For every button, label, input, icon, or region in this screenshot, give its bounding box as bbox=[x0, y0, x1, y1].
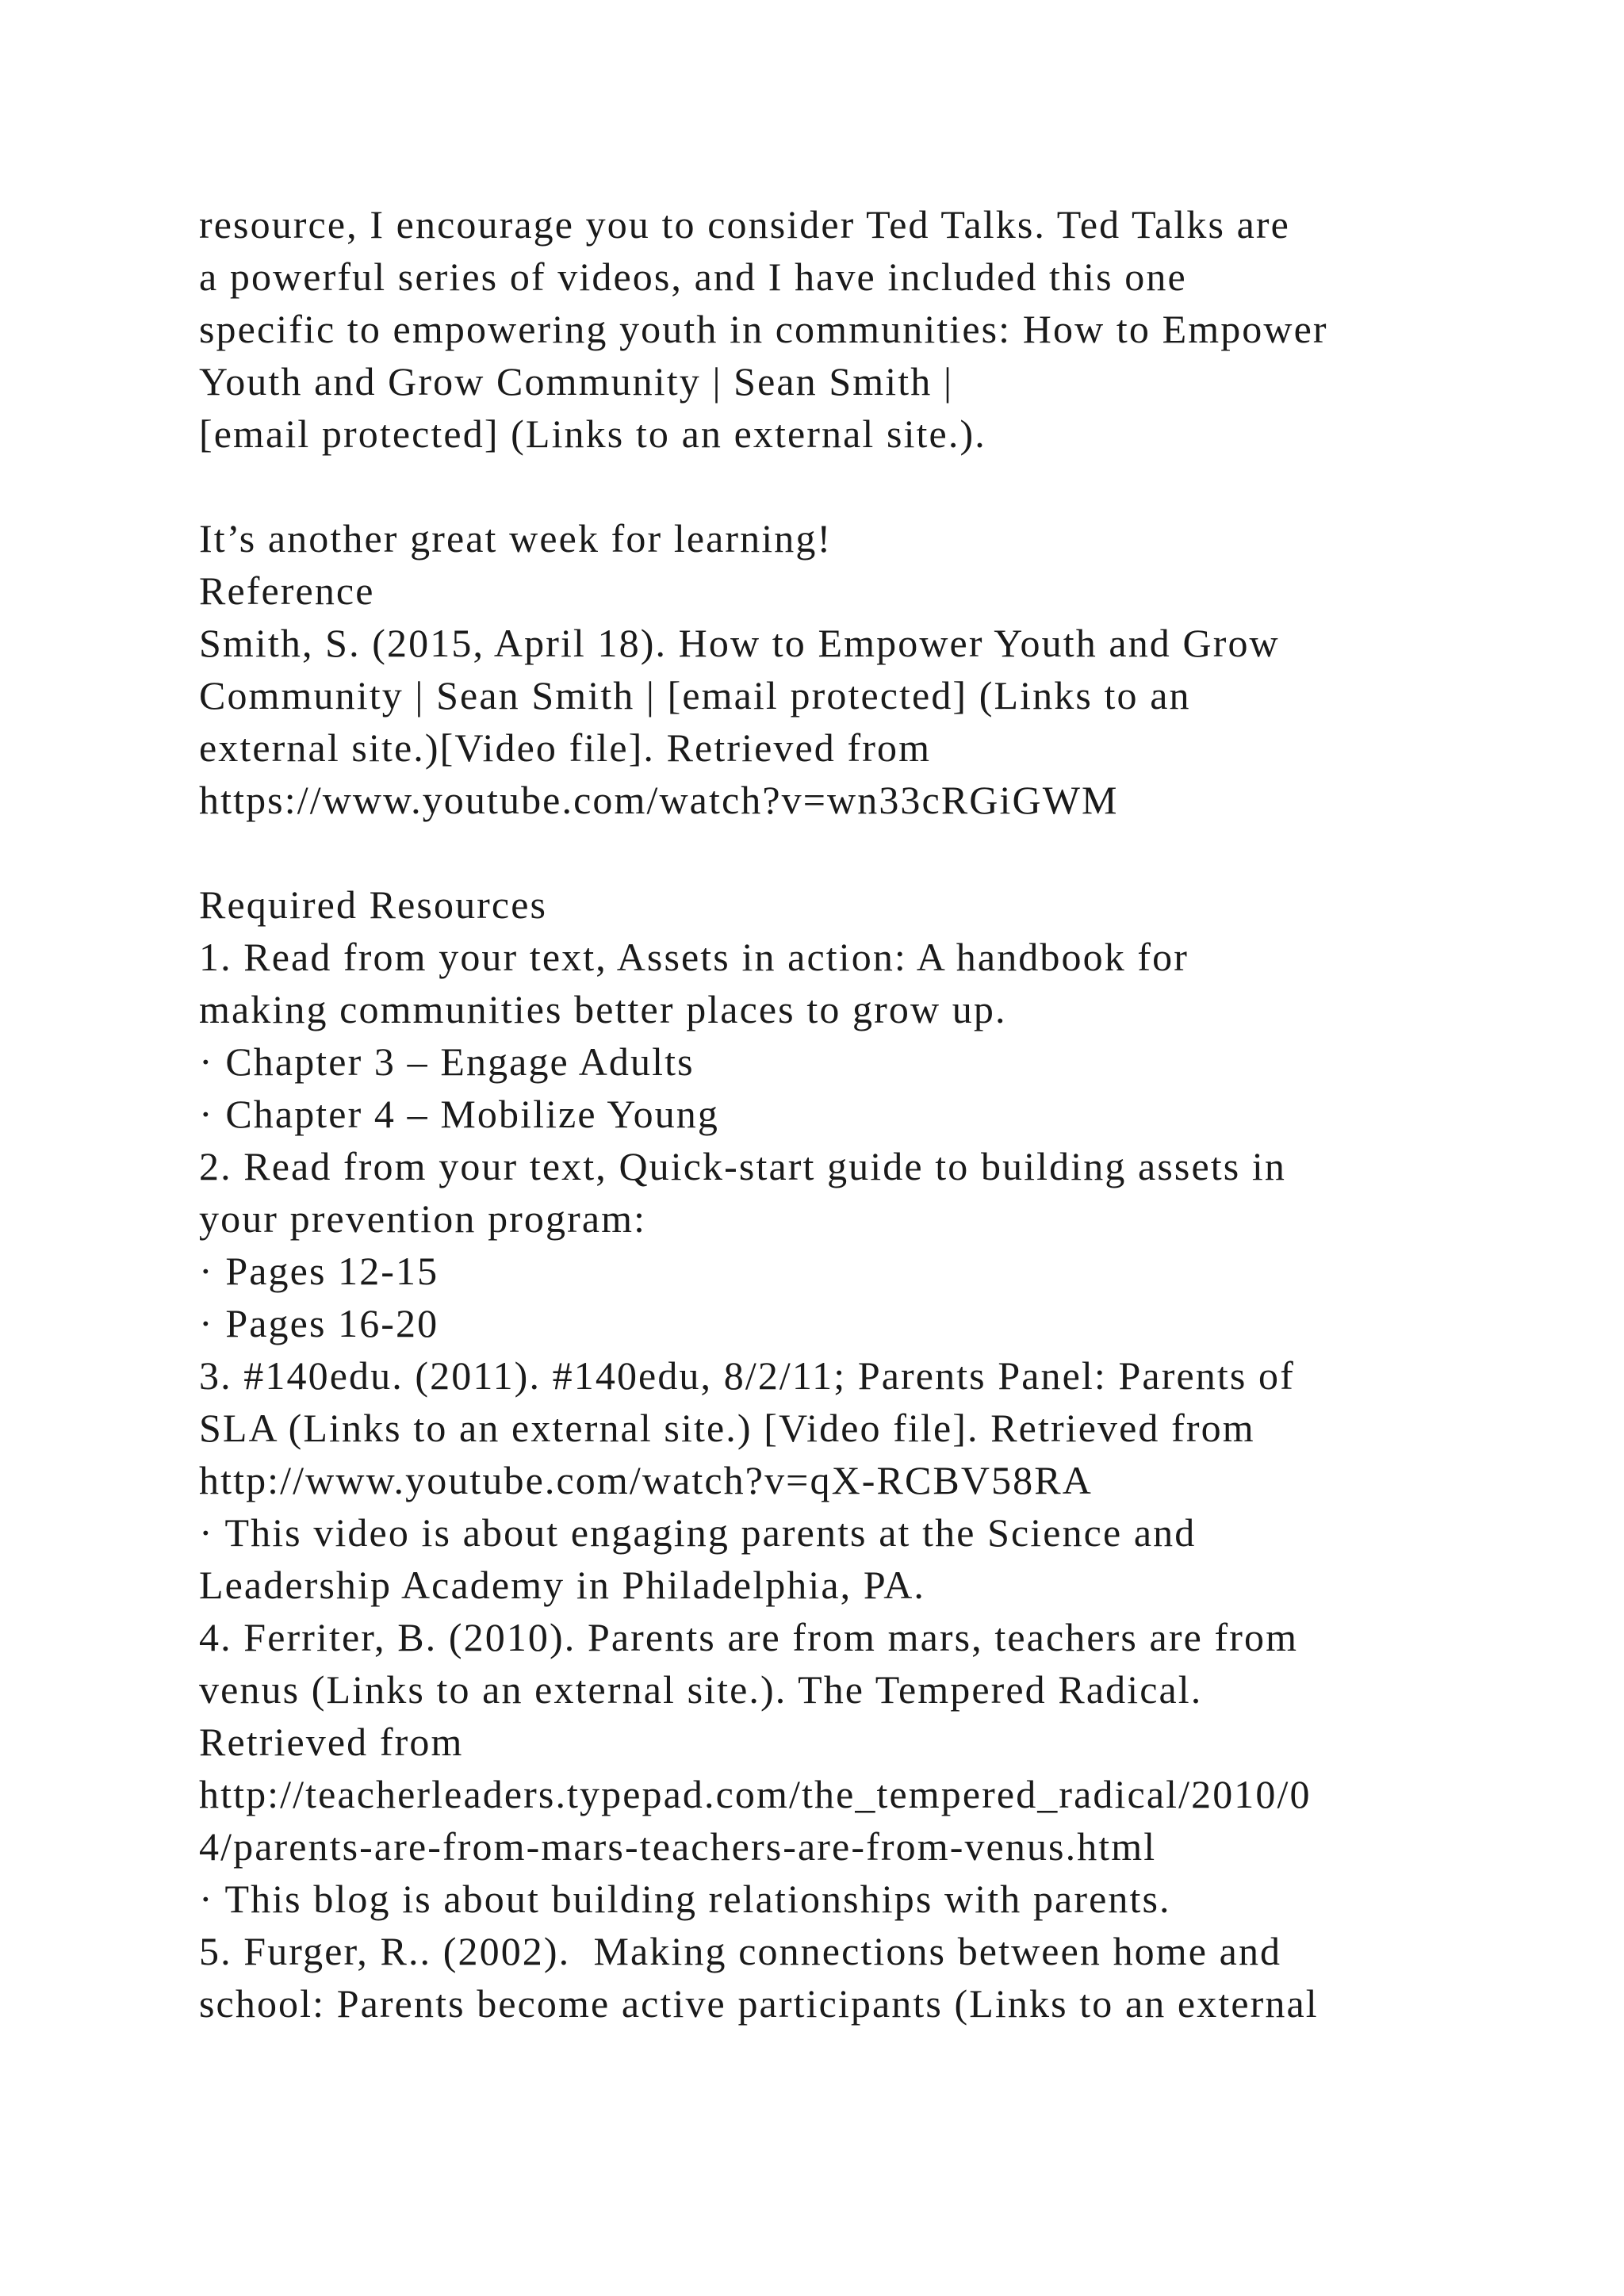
intro-line: resource, I encourage you to consider Ted Talks. Ted Talks are bbox=[199, 202, 1290, 247]
blank-line bbox=[199, 826, 1436, 878]
resource-line: venus (Links to an external site.). The Tempered Radical. bbox=[199, 1667, 1203, 1712]
reference-line: Smith, S. (2015, April 18). How to Empower Youth and Grow bbox=[199, 621, 1280, 665]
resource-bullet: · Chapter 3 – Engage Adults bbox=[199, 1039, 695, 1084]
intro-line: a powerful series of videos, and I have included this one bbox=[199, 254, 1187, 299]
reference-heading: Reference bbox=[199, 568, 375, 613]
resource-line: SLA (Links to an external site.) [Video file]. Retrieved from bbox=[199, 1406, 1255, 1450]
document-body bbox=[199, 198, 1436, 2030]
resource-line: 4. Ferriter, B. (2010). Parents are from mars, teachers are from bbox=[199, 1615, 1299, 1659]
resource-line: making communities better places to grow up. bbox=[199, 987, 1007, 1031]
resource-line: your prevention program: bbox=[199, 1196, 647, 1241]
resource-line: 5. Furger, R.. (2002). Making connections between home and bbox=[199, 1929, 1282, 1973]
required-resources-heading: Required Resources bbox=[199, 882, 548, 927]
resource-bullet: · This video is about engaging parents at the Science and bbox=[199, 1510, 1197, 1555]
resource-url: 4/parents-are-from-mars-teachers-are-from-venus.html bbox=[199, 1824, 1157, 1869]
reference-line: Community | Sean Smith | [email protected] (Links to an bbox=[199, 673, 1191, 718]
resource-bullet: · Chapter 4 – Mobilize Young bbox=[199, 1092, 719, 1136]
resource-line: 2. Read from your text, Quick-start guide to building assets in bbox=[199, 1144, 1286, 1188]
intro-line: Youth and Grow Community | Sean Smith | bbox=[199, 359, 954, 404]
resource-bullet: · This blog is about building relationships with parents. bbox=[199, 1877, 1171, 1921]
resource-url: http://teacherleaders.typepad.com/the_tempered_radical/2010/0 bbox=[199, 1772, 1312, 1816]
intro-paragraph bbox=[199, 198, 1436, 460]
blank-line bbox=[199, 460, 1436, 512]
resource-line: Retrieved from bbox=[199, 1720, 464, 1764]
required-resources-list bbox=[199, 931, 1436, 2030]
resource-line: 3. #140edu. (2011). #140edu, 8/2/11; Parents Panel: Parents of bbox=[199, 1353, 1295, 1398]
reference-url: https://www.youtube.com/watch?v=wn33cRGiGWM bbox=[199, 778, 1119, 822]
closing-line: It’s another great week for learning! bbox=[199, 516, 833, 561]
intro-line: specific to empowering youth in communities: How to Empower bbox=[199, 307, 1328, 351]
resource-bullet: · Pages 16-20 bbox=[199, 1301, 439, 1345]
resource-line: 1. Read from your text, Assets in action: A handbook for bbox=[199, 935, 1189, 979]
resource-line: school: Parents become active participants (Links to an external bbox=[199, 1981, 1319, 2026]
reference-line: external site.)[Video file]. Retrieved from bbox=[199, 725, 932, 770]
intro-line: [email protected] (Links to an external site.). bbox=[199, 411, 986, 456]
resource-url: http://www.youtube.com/watch?v=qX-RCBV58RA bbox=[199, 1458, 1093, 1502]
reference-entry bbox=[199, 617, 1436, 826]
resource-bullet: · Pages 12-15 bbox=[199, 1249, 439, 1293]
resource-line: Leadership Academy in Philadelphia, PA. bbox=[199, 1563, 926, 1607]
